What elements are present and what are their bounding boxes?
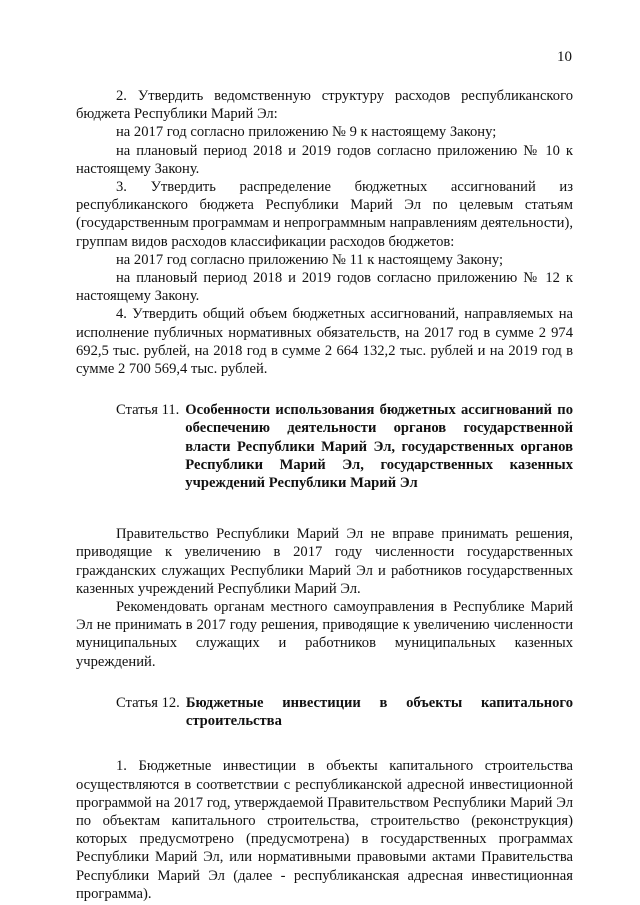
paragraph-2-2017: на 2017 год согласно приложению № 9 к настоящему Закону;	[116, 124, 497, 141]
article-12-label: Статья 12.	[116, 694, 180, 711]
article-12-heading	[76, 694, 573, 730]
paragraph-2: 2. Утвердить ведомственную структуру расходов республиканского бюджета Республики Марий Эл:	[76, 88, 573, 123]
document-body	[76, 87, 573, 903]
paragraph-3: 3. Утвердить распределение бюджетных ассигнований из республиканского бюджета Республики Марий Эл по целевым статьям (государственным программам и непрограммным направлениям деятельности), группам видов расходов классификации расходов бюджетов:	[76, 179, 573, 250]
paragraph-2-planned: на плановый период 2018 и 2019 годов согласно приложению № 10 к настоящему Закону.	[76, 142, 573, 177]
paragraph-3-2017: на 2017 год согласно приложению № 11 к настоящему Закону;	[116, 251, 504, 268]
article-12-title: Бюджетные инвестиции в объекты капитального строительства	[185, 694, 573, 730]
article-11-title: Особенности использования бюджетных ассигнований по обеспечению деятельности органов государственной власти Республики Марий Эл, государственных органов Республики Марий Эл, государственных казенных учреждений Республики Марий Эл	[185, 402, 573, 492]
article-11-paragraph-2: Рекомендовать органам местного самоуправления в Республике Марий Эл не принимать в 2017 году решения, приводящие к увеличению численности муниципальных служащих и работников муниципальных казенных учреждений.	[76, 599, 573, 670]
paragraph-3-planned: на плановый период 2018 и 2019 годов согласно приложению № 12 к настоящему Закону.	[76, 270, 573, 305]
article-11-heading	[76, 401, 573, 492]
page-number: 10	[557, 49, 572, 65]
paragraph-4: 4. Утвердить общий объем бюджетных ассигнований, направляемых на исполнение публичных нормативных обязательств, на 2017 год в сумме 2 974 692,5 тыс. рублей, на 2018 год в сумме 2 664 132,2 тыс. рублей и на 2019 год в сумме 2 700 569,4 тыс. рублей.	[76, 306, 573, 378]
article-11-label: Статья 11.	[116, 402, 180, 419]
article-12-paragraph-1: 1. Бюджетные инвестиции в объекты капитального строительства осуществляются в соответствии с республиканской адресной инвестиционной программой на 2017 год, утверждаемой Правительством Республики Марий Эл по объектам капитального строительства, строительство (реконструкция) которых предусмотрено (предусмотрена) в государственных программах Республики Марий Эл, или нормативными правовыми актами Правительства Республики Марий Эл (далее - республиканская адресная инвестиционная программа).	[76, 758, 573, 902]
article-11-paragraph-1: Правительство Республики Марий Эл не вправе принимать решения, приводящие к увеличению в 2017 году численности государственных гражданских служащих Республики Марий Эл и работников государственных казенных учреждений Республики Марий Эл.	[76, 526, 573, 597]
